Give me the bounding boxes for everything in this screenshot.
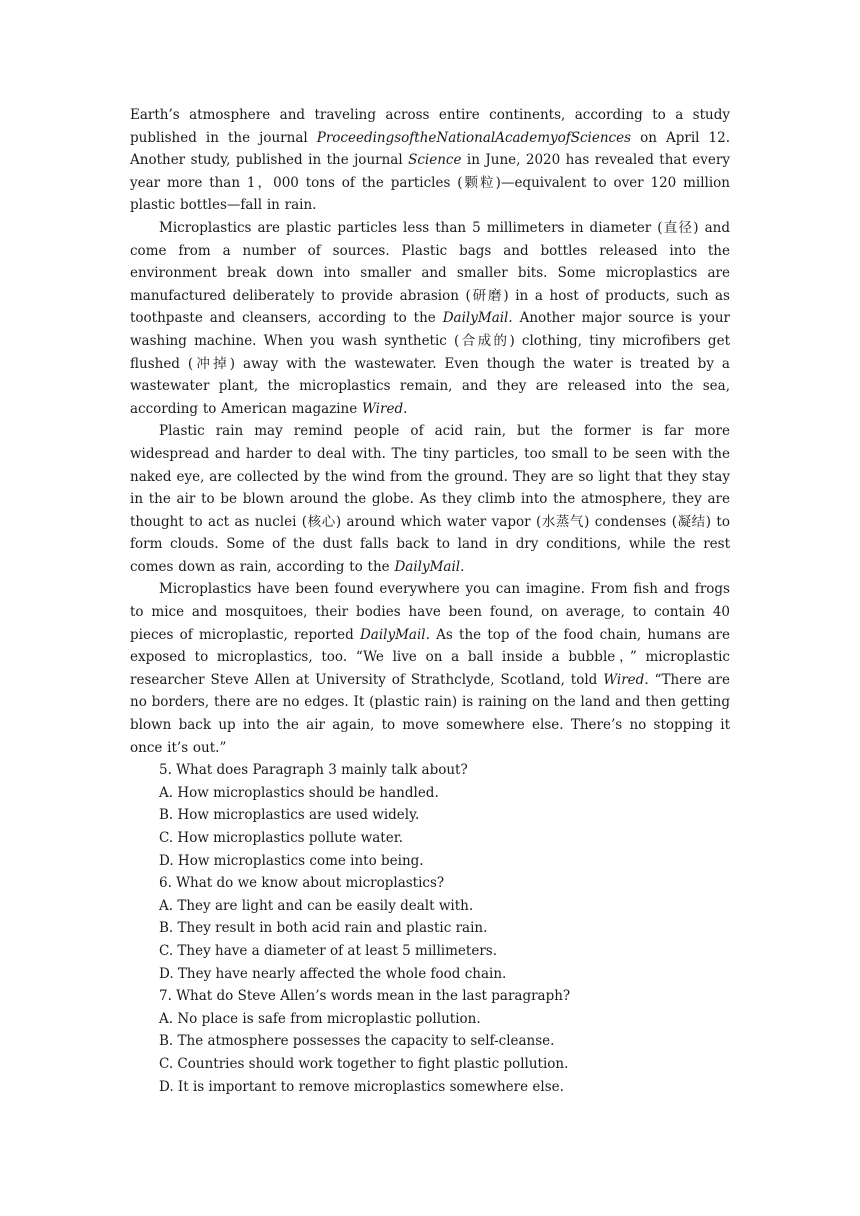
italic-source-name: DailyMail <box>359 626 426 643</box>
italic-source-name: DailyMail <box>394 558 461 575</box>
paragraph-text: on April 12. Another study, published in the journal <box>130 129 730 169</box>
paragraph-text: . As the top of the food chain, humans are exposed to microplastics, too. “We live on a ball inside a bubble，” microplastic researcher Steve Allen at University of Strathclyde, Scotland, told <box>130 626 730 688</box>
answer-option-a: A. No place is safe from microplastic pollution. <box>159 1010 481 1027</box>
paragraph-text: Microplastics have been found everywhere you can imagine. From fish and frogs to mice and mosquitoes, their bodies have been found, on average, to contain 40 pieces of microplastic, reported <box>130 581 730 643</box>
paragraph-text: . <box>403 400 408 417</box>
question-stem-5: 5. What does Paragraph 3 mainly talk about? <box>159 762 468 779</box>
answer-option-b: B. How microplastics are used widely. <box>159 807 420 824</box>
answer-option-c: C. Countries should work together to fight plastic pollution. <box>159 1055 569 1072</box>
answer-option-a: A. They are light and can be easily dealt with. <box>159 897 474 914</box>
paragraph-text: Plastic rain may remind people of acid rain, but the former is far more widespread and harder to deal with. The tiny particles, too small to be seen with the naked eye, are collected by the wind from the ground. They are so light that they stay in the air to be blown around the globe. As they climb into the atmosphere, they are thought to act as nuclei (核心) around which water vapor (水蒸气) condenses (凝结) to form clouds. Some of the dust falls back to land in dry conditions, while the rest comes down as rain, according to the <box>130 423 730 575</box>
paragraph-text: . “There are no borders, there are no edges. It (plastic rain) is raining on the land and then getting blown back up into the air again, to move somewhere else. There’s no stopping it once it’s out.” <box>130 671 730 756</box>
paragraph-text: in June, 2020 has revealed that every year more than 1，000 tons of the particles (颗粒)—equivalent to over 120 million plastic bottles—fall in rain. <box>130 152 730 214</box>
question-stem-6: 6. What do we know about microplastics? <box>159 875 445 892</box>
paragraph-4 <box>130 578 730 759</box>
paragraph-text: Earth’s atmosphere and traveling across entire continents, according to a study published in the journal <box>130 107 730 146</box>
italic-source-name: ProceedingsoftheNationalAcademyofSciences <box>316 129 632 146</box>
question-stem-7: 7. What do Steve Allen’s words mean in the last paragraph? <box>159 988 571 1005</box>
answer-option-d: D. How microplastics come into being. <box>159 852 424 869</box>
italic-source-name: Science <box>408 152 462 169</box>
answer-option-d: D. They have nearly affected the whole food chain. <box>159 965 507 982</box>
paragraph-text: . Another major source is your washing machine. When you wash synthetic (合成的) clothing, tiny microfibers get flushed (冲掉) away with the wastewater. Even though the water is treated by a wastewater plant, the microplastics remain, and they are released into the sea, according to American magazine <box>130 310 731 417</box>
italic-source-name: Wired <box>603 671 645 688</box>
answer-option-a: A. How microplastics should be handled. <box>159 784 439 801</box>
italic-source-name: Wired <box>362 400 404 417</box>
paragraph-text: . <box>460 558 465 575</box>
reading-passage <box>130 104 730 759</box>
answer-option-d: D. It is important to remove microplastics somewhere else. <box>159 1078 564 1095</box>
paragraph-3 <box>130 420 730 578</box>
answer-option-c: C. They have a diameter of at least 5 millimeters. <box>159 942 497 959</box>
answer-option-b: B. The atmosphere possesses the capacity to self-cleanse. <box>159 1033 555 1050</box>
answer-option-b: B. They result in both acid rain and plastic rain. <box>159 920 488 937</box>
paragraph-2 <box>130 217 730 420</box>
question-section <box>130 759 730 1098</box>
answer-option-c: C. How microplastics pollute water. <box>159 830 403 846</box>
paragraph-1 <box>130 104 730 217</box>
italic-source-name: DailyMail <box>442 310 509 327</box>
paragraph-text: Microplastics are plastic particles less than 5 millimeters in diameter (直径) and come from a number of sources. Plastic bags and bottles released into the environment break down into smaller and smaller bits. Some microplastics are manufactured deliberately to provide abrasion (研磨) in a host of products, such as toothpaste and cleansers, according to the <box>130 219 730 327</box>
